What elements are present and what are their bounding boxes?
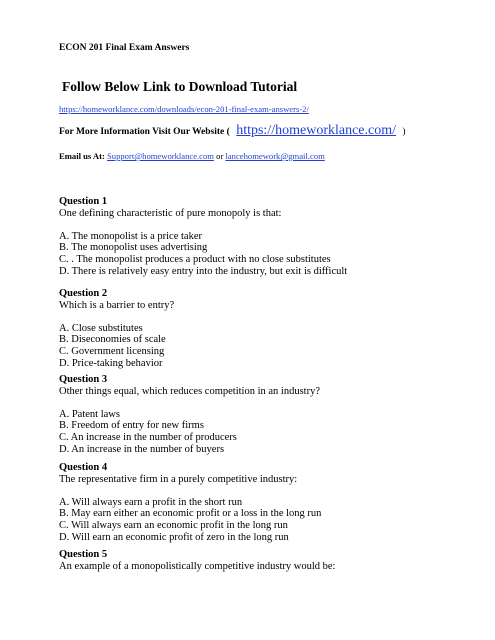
question-title: Question 5 [59, 549, 108, 560]
option-a: A. Patent laws [59, 408, 120, 420]
more-info-close: ) [402, 127, 406, 137]
email-line [59, 151, 325, 162]
question-title: Question 3 [59, 374, 108, 385]
question-prompt: Other things equal, which reduces competition in an industry? [59, 385, 320, 397]
option-d: D. An increase in the number of buyers [59, 443, 225, 455]
option-c: C. . The monopolist produces a product with no close substitutes [59, 253, 331, 265]
support-email-link[interactable]: Support@homeworklance.com [107, 151, 214, 161]
option-a: A. Will always earn a profit in the short run [59, 496, 243, 508]
option-d: D. There is relatively easy entry into the industry, but exit is difficult [59, 265, 348, 277]
email-colon: : [101, 151, 105, 161]
question-prompt: An example of a monopolistically competitive industry would be: [59, 560, 336, 572]
question-3 [59, 374, 459, 455]
doc-subtitle: Follow Below Link to Download Tutorial [62, 79, 298, 94]
more-info-line [59, 123, 406, 139]
email-or: or [216, 151, 224, 161]
question-4 [59, 462, 459, 543]
option-b: B. Freedom of entry for new firms [59, 420, 204, 432]
more-info-label: For More Information Visit Our Website ( [59, 127, 230, 137]
question-2 [59, 288, 459, 369]
option-c: C. An increase in the number of producers [59, 431, 237, 443]
website-link[interactable]: https://homeworklance.com/ [236, 123, 396, 138]
option-c: C. Government licensing [59, 345, 165, 357]
question-title: Question 1 [59, 196, 108, 207]
email-label: Email us At [59, 151, 102, 161]
lance-email-link[interactable]: lancehomework@gmail.com [225, 151, 325, 161]
doc-title: ECON 201 Final Exam Answers [59, 43, 190, 53]
option-b: B. The monopolist uses advertising [59, 242, 208, 254]
question-5 [59, 549, 459, 572]
question-title: Question 4 [59, 462, 108, 473]
option-b: B. Diseconomies of scale [59, 334, 166, 346]
option-a: A. Close substitutes [59, 322, 143, 334]
question-1 [59, 196, 459, 277]
question-prompt: The representative firm in a purely competitive industry: [59, 473, 298, 485]
download-link[interactable]: https://homeworklance.com/downloads/econ-201-final-exam-answers-2/ [59, 104, 309, 114]
question-prompt: Which is a barrier to entry? [59, 299, 175, 311]
option-b: B. May earn either an economic profit or a loss in the long run [59, 508, 322, 520]
question-title: Question 2 [59, 288, 108, 299]
option-c: C. Will always earn an economic profit in the long run [59, 519, 288, 531]
option-d: D. Will earn an economic profit of zero in the long run [59, 531, 289, 543]
option-a: A. The monopolist is a price taker [59, 230, 202, 242]
option-d: D. Price-taking behavior [59, 357, 163, 369]
question-prompt: One defining characteristic of pure monopoly is that: [59, 207, 282, 219]
